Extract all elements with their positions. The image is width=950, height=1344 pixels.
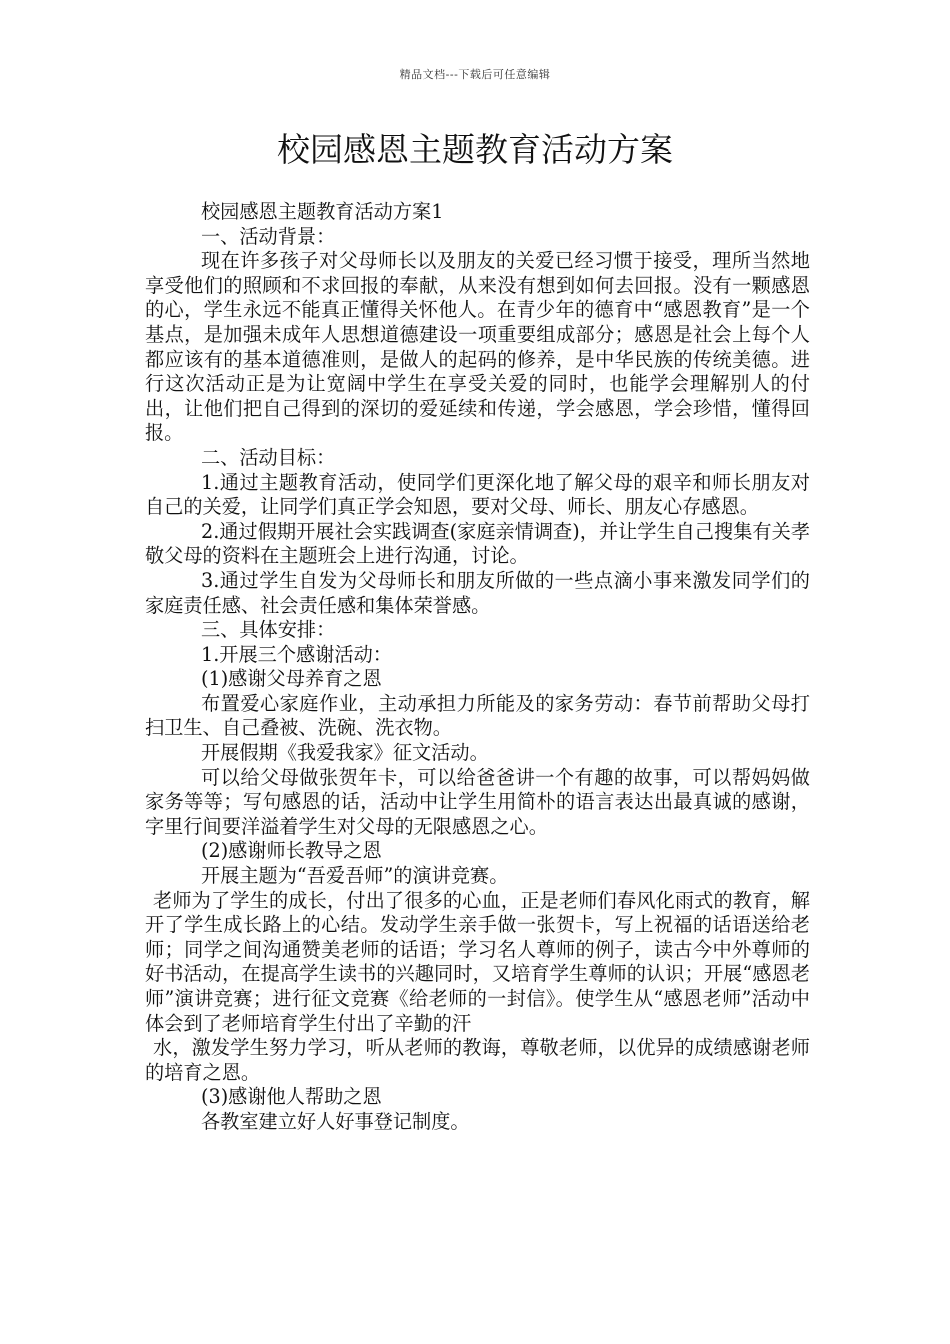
paragraph: 现在许多孩子对父母师长以及朋友的关爱已经习惯于接受，理所当然地享受他们的照顾和不求回报的奉献，从来没有想到如何去回报。没有一颗感恩的心，学生永远不能真正懂得关怀他人。在青少年的德育中“感恩教育”是一个基点，是加强未成年人思想道德建设一项重要组成部分；感恩是社会上每个人都应该有的基本道德准则，是做人的起码的修养，是中华民族的传统美德。进行这次活动正是为让宽阔中学生在享受关爱的同时，也能学会理解别人的付出，让他们把自己得到的深切的爱延续和传递，学会感恩，学会珍惜，懂得回报。 — [145, 249, 810, 445]
paragraph: (1)感谢父母养育之恩 — [201, 667, 382, 691]
paragraph: (2)感谢师长教导之恩 — [201, 839, 382, 863]
paragraph: 1.开展三个感谢活动： — [201, 642, 392, 666]
paragraph: 开展主题为“吾爱吾师”的演讲竞赛。 — [201, 864, 509, 888]
paragraph: 老师为了学生的成长，付出了很多的心血，正是老师们春风化雨式的教育，解开了学生成长路上的心结。发动学生亲手做一张贺卡，写上祝福的话语送给老师；同学之间沟通赞美老师的话语；学习名人尊师的例子，读古今中外尊师的好书活动，在提高学生读书的兴趣同时，又培育学生尊师的认识；开展“感恩老师”演讲竞赛；进行征文竞赛《给老师的一封信》。使学生从“感恩老师”活动中体会到了老师培育学生付出了辛勤的汗 — [145, 888, 810, 1035]
paragraph: 布置爱心家庭作业，主动承担力所能及的家务劳动：春节前帮助父母打扫卫生、自己叠被、洗碗、洗衣物。 — [145, 691, 810, 740]
paragraph: 二、活动目标： — [201, 445, 336, 469]
page-header: 精品文档---下载后可任意编辑 — [399, 68, 551, 81]
paragraph: (3)感谢他人帮助之恩 — [201, 1085, 382, 1109]
paragraph: 一、活动背景： — [201, 224, 336, 248]
paragraph: 3.通过学生自发为父母师长和朋友所做的一些点滴小事来激发同学们的家庭责任感、社会责任感和集体荣誉感。 — [145, 568, 810, 617]
paragraph: 校园感恩主题教育活动方案1 — [201, 200, 444, 223]
paragraph: 三、具体安排： — [201, 618, 336, 642]
paragraph: 水，激发学生努力学习，听从老师的教诲，尊敬老师，以优异的成绩感谢老师的培育之恩。 — [145, 1036, 810, 1084]
document-title: 校园感恩主题教育活动方案 — [277, 130, 673, 169]
paragraph: 2.通过假期开展社会实践调查(家庭亲情调查)，并让学生自己搜集有关孝敬父母的资料在主题班会上进行沟通，讨论。 — [145, 519, 810, 568]
paragraph: 开展假期《我爱我家》征文活动。 — [201, 741, 489, 765]
document-body — [145, 200, 810, 1135]
paragraph: 各教室建立好人好事登记制度。 — [201, 1109, 470, 1133]
paragraph: 可以给父母做张贺年卡，可以给爸爸讲一个有趣的故事，可以帮妈妈做家务等等；写句感恩的话，活动中让学生用简朴的语言表达出最真诚的感谢，字里行间要洋溢着学生对父母的无限感恩之心。 — [145, 765, 810, 838]
paragraph: 1.通过主题教育活动，使同学们更深化地了解父母的艰辛和师长朋友对自己的关爱，让同学们真正学会知恩，要对父母、师长、朋友心存感恩。 — [145, 470, 810, 519]
